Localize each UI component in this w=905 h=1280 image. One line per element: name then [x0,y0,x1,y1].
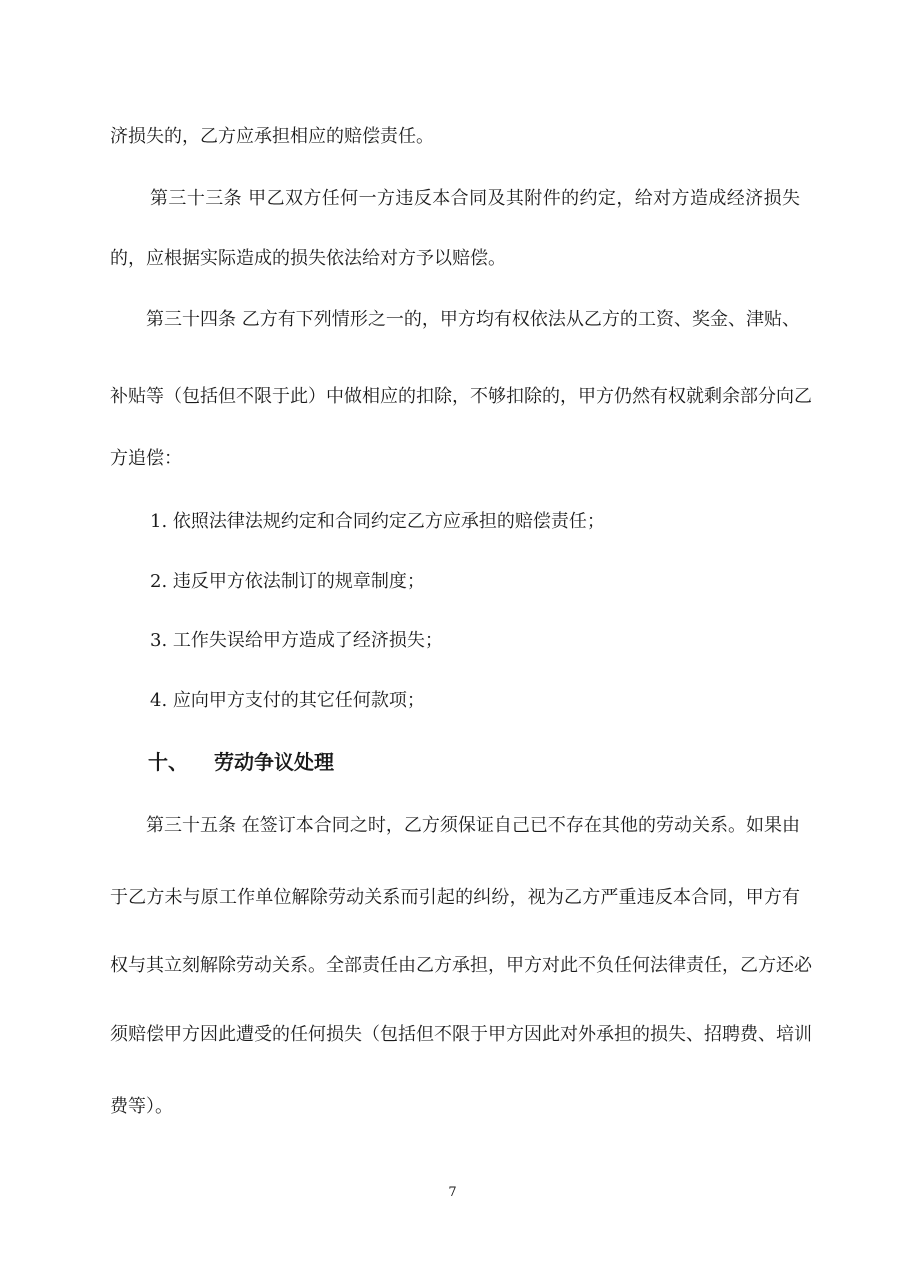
list-item-1: 1. 依照法律法规约定和合同约定乙方应承担的赔偿责任； [150,511,605,532]
section-title: 劳动争议处理 [214,750,334,774]
list-item-2: 2. 违反甲方依法制订的规章制度； [150,571,425,592]
page-number: 7 [448,1185,457,1200]
article-35-line-4: 须赔偿甲方因此遭受的任何损失（包括但不限于甲方因此对外承担的损失、招聘费、培训 [110,1024,812,1045]
paragraph-line: 济损失的，乙方应承担相应的赔偿责任。 [110,126,434,147]
list-item-4: 4. 应向甲方支付的其它任何款项； [150,690,425,711]
article-35-line-1: 第三十五条 在签订本合同之时，乙方须保证自己已不存在其他的劳动关系。如果由 [146,815,800,836]
article-35-line-3: 权与其立刻解除劳动关系。全部责任由乙方承担，甲方对此不负任何法律责任，乙方还必 [110,955,812,976]
list-item-3: 3. 工作失误给甲方造成了经济损失； [150,630,443,651]
article-35-line-2: 于乙方未与原工作单位解除劳动关系而引起的纠纷，视为乙方严重违反本合同，甲方有 [110,887,800,908]
article-34-line-3: 方追偿： [110,448,182,469]
article-33-line-2: 的，应根据实际造成的损失依法给对方予以赔偿。 [110,248,506,269]
article-34-line-1: 第三十四条 乙方有下列情形之一的，甲方均有权依法从乙方的工资、奖金、津贴、 [146,309,800,330]
article-33-line-1: 第三十三条 甲乙双方任何一方违反本合同及其附件的约定，给对方造成经济损失 [150,188,800,209]
section-heading [148,748,334,776]
article-35-line-5: 费等）。 [110,1096,173,1117]
article-34-line-2: 补贴等（包括但不限于此）中做相应的扣除，不够扣除的，甲方仍然有权就剩余部分向乙 [110,386,812,407]
section-number: 十、 [148,750,188,774]
